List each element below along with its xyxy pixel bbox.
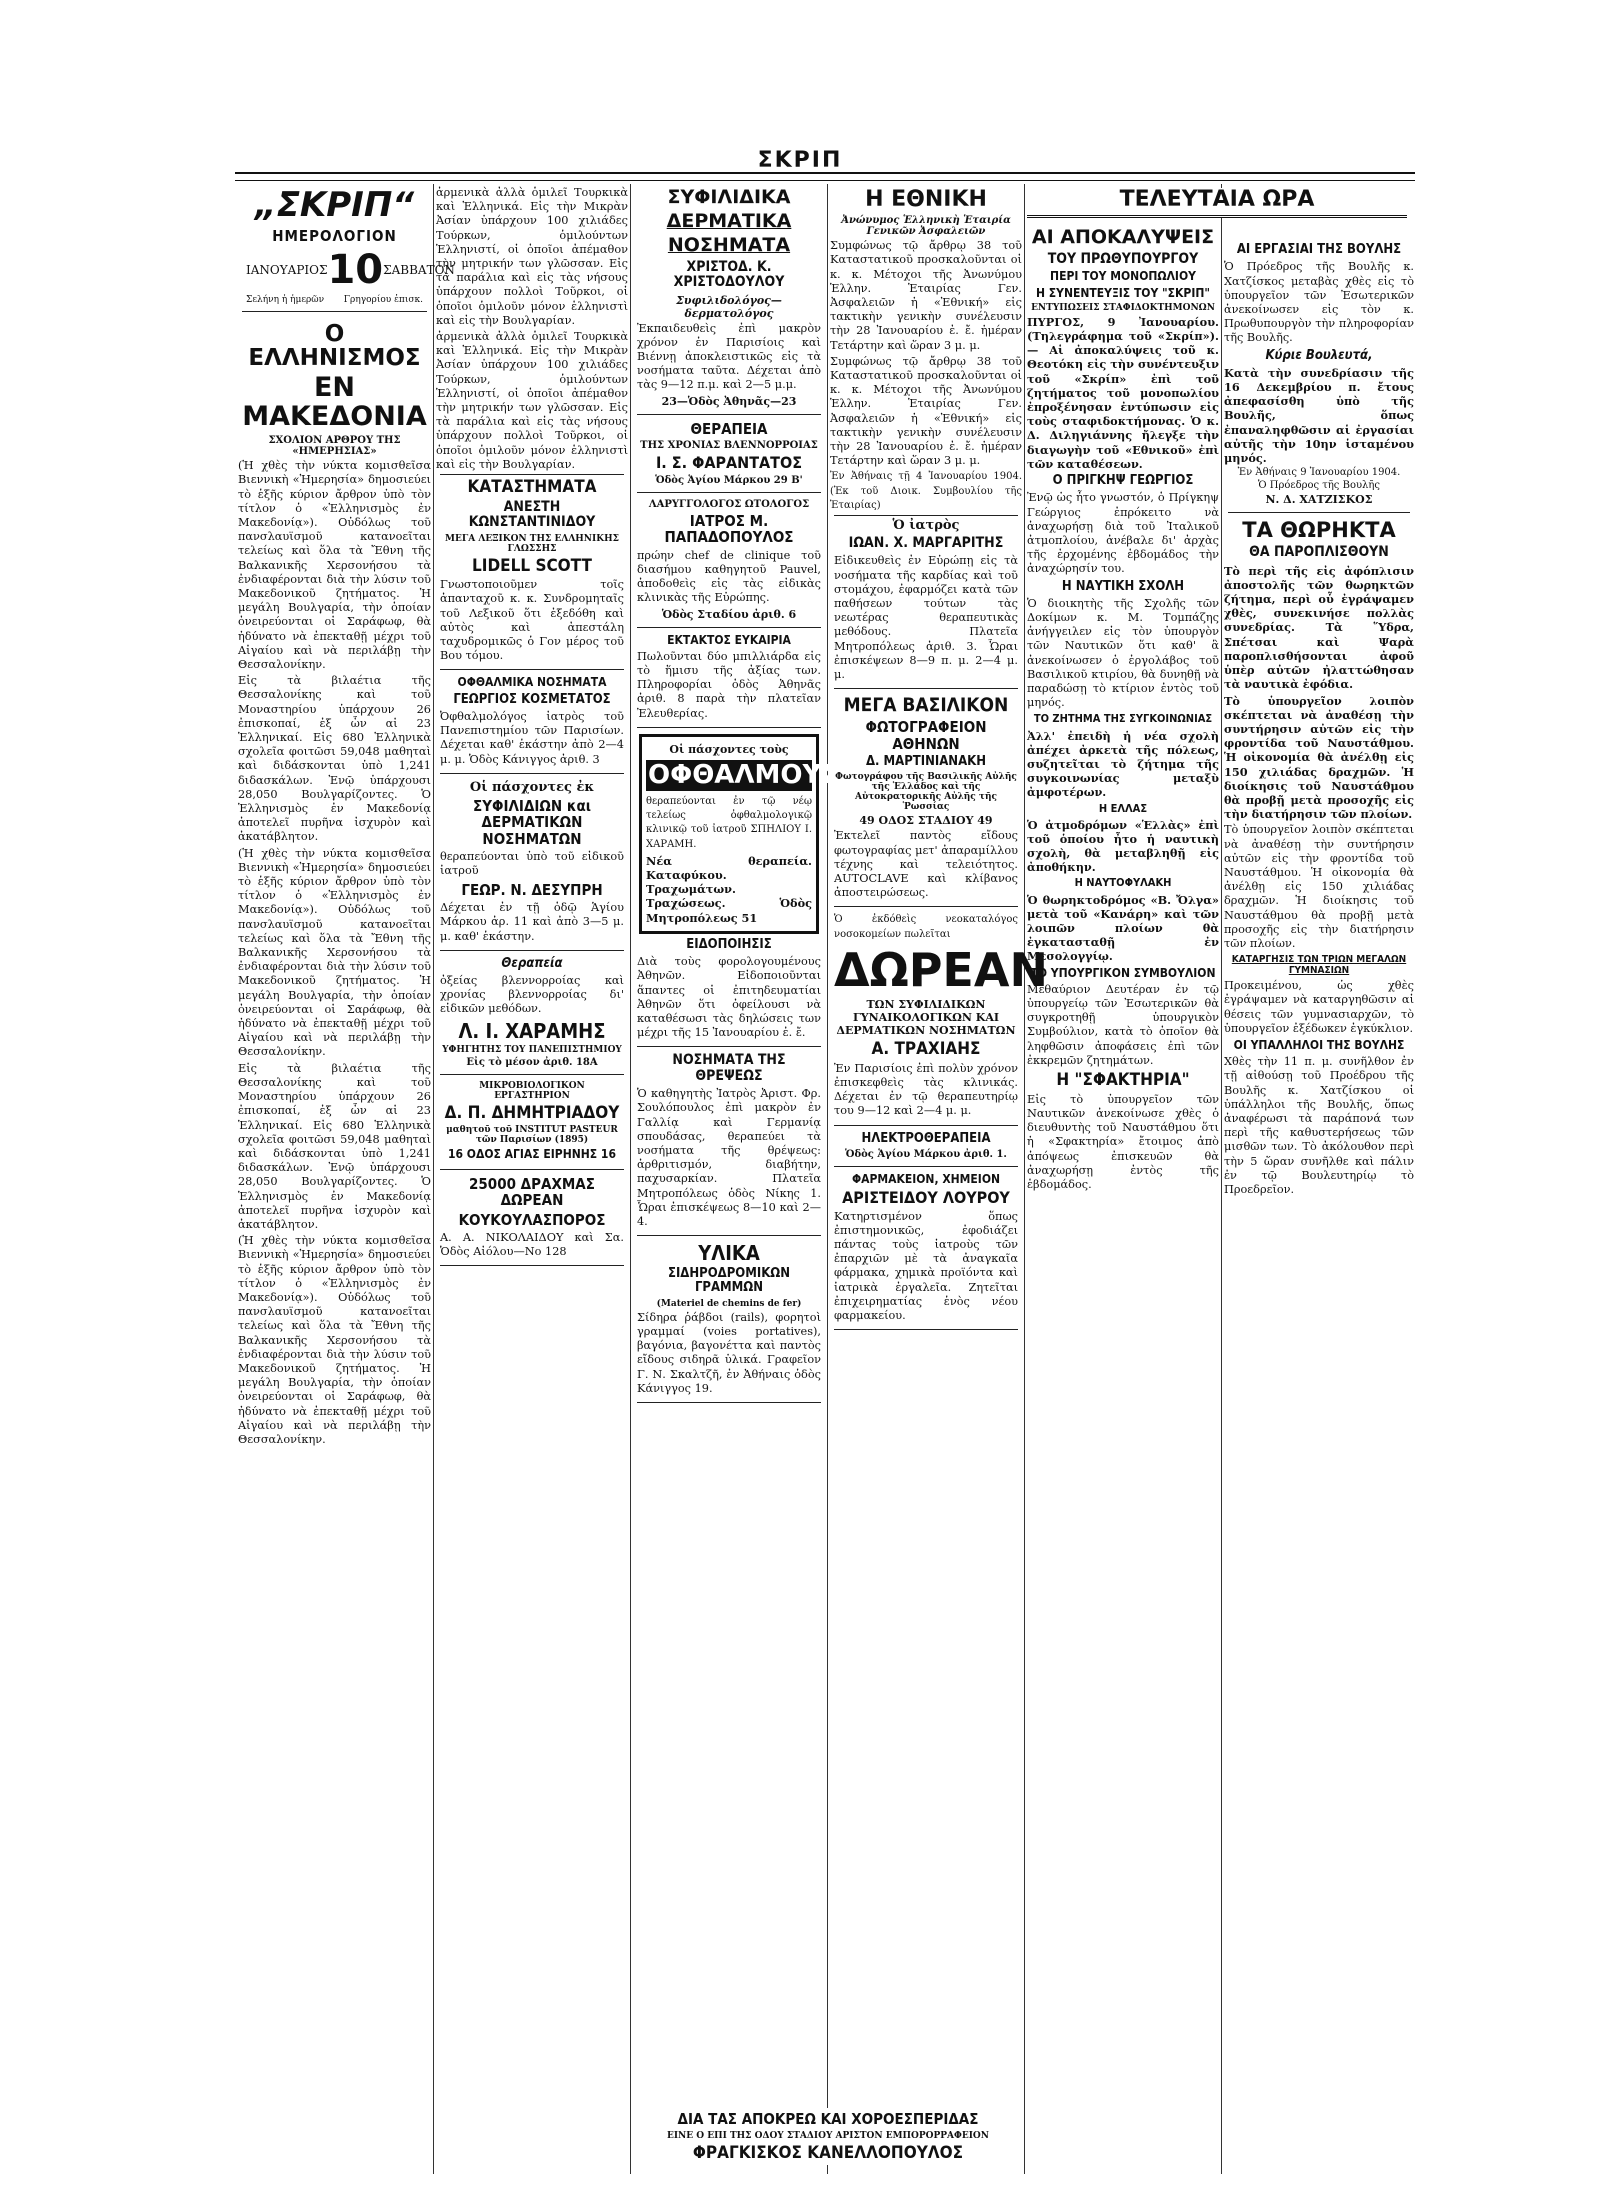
headline: Η ΣΥΝΕΝΤΕΥΞΙΣ ΤΟΥ "ΣΚΡΙΠ" xyxy=(1035,285,1211,300)
article-body: Ἐνῷ ὡς ἦτο γνωστόν, ὁ Πρίγκηψ Γεώργιος ἐπρόκειτο νὰ ἀναχωρήσῃ διὰ τοῦ Ἰταλικοῦ ἀτμοπλοίου, ἀνέβαλε δι' ἀρχὰς τῆς ἐρχομένης ἑβδομάδος τὴν ἀναχώρησίν του. xyxy=(1027,491,1219,576)
ad-title: ΜΙΚΡΟΒΙΟΛΟΓΙΚΟΝ ΕΡΓΑΣΤΗΡΙΟΝ xyxy=(479,1080,585,1101)
ad-title: ΚΑΤΑΣΤΗΜΑΤΑ xyxy=(467,477,597,498)
headline: ΠΕΡΙ ΤΟΥ ΜΟΝΟΠΩΛΙΟΥ xyxy=(1050,269,1196,284)
article-body: Ἀλλ' ἐπειδὴ ἡ νέα σχολὴ ἀπέχει ἀρκετὰ τῆς πόλεως, συζητεῖται τὸ ζήτημα τῆς συγκοινωνίας μεταξὺ ἀμφοτέρων. xyxy=(1027,728,1219,800)
calendar-note: Σελήνη ἡ ἡμερῶν xyxy=(246,295,325,306)
masthead-rule-bottom xyxy=(235,180,1415,181)
article-body: Ὁ θωρηκτοδρόμος «Β. Ὄλγα» μετὰ τοῦ «Κανάρη» καὶ τῶν λοιπῶν πλοίων θὰ ἐγκατασταθῇ ἐν Μεσολογγίῳ. xyxy=(1027,892,1219,964)
ad-body: Γνωστοποιοῦμεν τοῖς ἀπανταχοῦ κ. κ. Συνδρομηταῖς τοῦ Λεξικοῦ ὅτι ἐξεδόθη καὶ αὐτὸς καὶ ἀπεστάλη ταχυδρομικῶς ὁ Γον μέρος τοῦ Βου τόμου. xyxy=(440,578,624,663)
article-body: Τὸ περὶ τῆς εἰς ἀφόπλισιν ἀποστολῆς τῶν θωρηκτῶν ζήτημα, περὶ οὗ ἐγράψαμεν χθὲς, συνεκινήσε πολλὰς συνεδρίας. Τὰ Ὕδρα, Σπέτσαι καὶ Ψαρὰ παροπλισθήσονται ἀφοῦ ὑπὲρ αὐτῶν ἠλαττώθησαν τὰ ναυτικὰ ἐφόδια. xyxy=(1224,563,1414,692)
ad-body: Ἐν Παρισίοις ἐπὶ πολὺν χρόνον ἐπισκεφθεὶς τὰς κλινικάς. Δέχεται ἐν τῷ θεραπευτηρίῳ του 9—12 καὶ 2—4 μ. μ. xyxy=(834,1061,1018,1118)
letter-date: Ἐν Ἀθήναις 9 Ἰανουαρίου 1904. xyxy=(1237,467,1401,479)
ad-title: ΔΩΡΕΑΝ xyxy=(834,942,1048,997)
notice-title: ΕΙΔΟΠΟΙΗΣΙΣ xyxy=(686,936,772,952)
ad-name: Ι. Σ. ΦΑΡΑΝΤΑΤΟΣ xyxy=(655,453,803,473)
ad-pretitle: Ὁ ἰατρὸς xyxy=(892,517,960,533)
ad-address: 49 ΟΔΟΣ ΣΤΑΔΙΟΥ 49 xyxy=(859,814,993,828)
ad-name: Δ. ΜΑΡΤΙΝΙΑΝΑΚΗ xyxy=(865,754,987,770)
ad-body: Ὁ καθηγητὴς Ἰατρὸς Ἀριστ. Φρ. Σουλόπουλος ἐπὶ μακρὸν ἐν Γαλλίᾳ καὶ Γερμανίᾳ σπουδάσας, θεραπεύει τὰ νοσήματα τῆς θρέψεως: ἀρθριτισμόν, διαβήτην, παχυσαρκίαν. Πλατεῖα Μητροπόλεως ὁδὸς Νίκης 1. Ὧραι ἐπισκέψεως 8—10 καὶ 2—4. xyxy=(637,1087,821,1228)
calendar-title: ΗΜΕΡΟΛΟΓΙΟΝ xyxy=(272,226,397,245)
calendar-weekday: ΣΑΒΒΑΤΟΝ xyxy=(383,263,455,278)
ad-name: Δ. Π. ΔΗΜΗΤΡΙΑΔΟΥ xyxy=(444,1102,620,1123)
ad-address: Ὁδὸς Ἁγίου Μάρκου 29 Β' xyxy=(655,474,803,486)
ad-body: Σίδηρα ῥάβδοι (rails), φορητοὶ γραμμαί (voies portatives), βαγόνια, βαγονέττα καὶ παντὸς εἴδους σιδηρᾶ ὑλικά. Γραφεῖον Γ. Ν. Σκαλτζῆ, ἐν Ἀθήναις ὁδὸς Κάνιγγος 19. xyxy=(637,1310,821,1395)
ad-subtitle: ΤΗΣ ΧΡΟΝΙΑΣ ΒΛΕΝΝΟΡΡΟΙΑΣ xyxy=(640,440,818,452)
article-body: Ὁ Πρόεδρος τῆς Βουλῆς κ. Χατζίσκος μεταβὰς χθὲς εἰς τὸ ὑπουργεῖον τῶν Ἐσωτερικῶν ἀνεκοίνωσεν εἰς τὸν κ. Πρωθυπουργὸν τὴν πληροφορίαν τῆς Βουλῆς. xyxy=(1224,260,1414,345)
ad-title: ΟΦΘΑΛΜΙΚΑ ΝΟΣΗΜΑΤΑ xyxy=(457,675,607,690)
ad-name: ΙΑΤΡΟΣ Μ. ΠΑΠΑΔΟΠΟΥΛΟΣ xyxy=(664,511,794,547)
ad-therapy-chronic xyxy=(637,421,821,493)
headline: Η ΝΑΥΤΙΚΗ ΣΧΟΛΗ xyxy=(1061,578,1185,594)
headline-macedonia: ΕΝ ΜΑΚΕΔΟΝΙΑ xyxy=(242,372,427,432)
column-5 xyxy=(1027,184,1315,2174)
subheadline: ΕΝΤΥΠΩΣΕΙΣ ΣΤΑΦΙΔΟΚΤΗΜΟΝΩΝ xyxy=(1031,302,1215,313)
ad-pretitle: Ὁ ἐκδόθεὶς νεοκαταλόγος νοσοκομείων πωλεῖται xyxy=(834,914,1018,940)
article-body: ἀρμενικὰ ἀλλὰ ὁμιλεῖ Τουρκικὰ καὶ Ἑλληνικά. Εἰς τὴν Μικρὰν Ἀσίαν ὑπάρχουν 100 χιλιάδες Τούρκων, ὁμιλούντων Ἑλληνιστί, οἱ ὁποῖοι ἀπέμαθον τὴν μητρικήν των γλῶσσαν. Εἰς τὰ παράλια καὶ εἰς τὰς νήσους ὑπάρχουν πολλοὶ Τοῦρκοι, οἱ ὁποῖοι ὁμιλοῦν μόνον ἑλληνιστὶ καὶ εἰς τὴν Βουλγαρίαν. xyxy=(436,186,628,327)
ad-body: πρώην chef de clinique τοῦ διασήμου καθηγητοῦ Pauvel, ἀποδοθεὶς εἰς τὰς εἰδικὰς κλινικὰς τῆς Εὐρώπης. xyxy=(637,548,821,605)
ad-subtitle: Συφιλιδολόγος—δερματολόγος xyxy=(676,293,782,320)
headline: Η ΕΛΛΑΣ xyxy=(1098,801,1148,815)
ad-name: ΓΕΩΡΓΙΟΣ ΚΟΣΜΕΤΑΤΟΣ xyxy=(453,691,611,707)
article-body: ἀρμενικὰ ἀλλὰ ὁμιλεῖ Τουρκικὰ καὶ Ἑλληνικά. Εἰς τὴν Μικρὰν Ἀσίαν ὑπάρχουν 100 χιλιάδες Τούρκων, ὁμιλούντων Ἑλληνιστί, οἱ ὁποῖοι ἀπέμαθον τὴν μητρικήν των γλῶσσαν. Εἰς τὰ παράλια καὶ εἰς τὰς νήσους ὑπάρχουν πολλοὶ Τοῦρκοι, οἱ ὁποῖοι ὁμιλοῦν μόνον ἑλληνιστὶ καὶ εἰς τὴν Βουλγαρίαν. xyxy=(436,330,628,471)
banner-text: ΔΙΑ ΤΑΣ ΑΠΟΚΡΕΩ ΚΑΙ ΧΟΡΟΕΣΠΕΡΙΔΑΣ xyxy=(677,2110,979,2128)
section-divider xyxy=(1228,508,1410,513)
calendar-notes xyxy=(246,295,423,305)
masthead-rule-top xyxy=(235,172,1415,174)
ad-name: Λ. Ι. ΧΑΡΑΜΗΣ xyxy=(458,1018,606,1043)
headline: ΤΟ ΖΗΤΗΜΑ ΤΗΣ ΣΥΓΚΟΙΝΩΝΙΑΣ xyxy=(1033,712,1213,726)
ad-electrotherapy xyxy=(834,1132,1018,1167)
headline: ΟΙ ΥΠΑΛΛΗΛΟΙ ΤΗΣ ΒΟΥΛΗΣ xyxy=(1233,1037,1405,1052)
headline: ΤΟΥ ΠΡΩΘΥΠΟΥΡΓΟΥ xyxy=(1047,251,1199,268)
ad-eyes xyxy=(639,734,840,934)
column-4 xyxy=(830,184,1048,2104)
masthead-title: ΣΚΡΙΠ xyxy=(757,148,843,173)
column-divider xyxy=(1221,184,1222,2174)
ad-therapy xyxy=(440,957,624,1075)
ad-title: ΣΙΔΗΡΟΔΡΟΜΙΚΩΝ ΓΡΑΜΜΩΝ xyxy=(667,1266,791,1296)
ad-name: ΧΡΙΣΤΟΔ. Κ. ΧΡΙΣΤΟΔΟΥΛΟΥ xyxy=(673,258,785,291)
calendar-month: ΙΑΝΟΥΑΡΙΟΣ xyxy=(246,263,328,278)
column-divider xyxy=(827,184,828,2174)
ad-subtitle: ΤΩΝ ΣΥΦΙΛΙΔΙΚΩΝ ΓΥΝΑΙΚΟΛΟΓΙΚΩΝ ΚΑΙ ΔΕΡΜΑΤΙΚΩΝ ΝΟΣΗΜΑΤΩΝ xyxy=(836,998,1016,1038)
masthead xyxy=(0,148,1600,173)
headline: ΘΑ ΠΑΡΟΠΛΙΣΘΟΥΝ xyxy=(1249,544,1389,561)
article-body: Εἰς τὰ βιλαέτια τῆς Θεσσαλονίκης καὶ τοῦ Μοναστηρίου ὑπάρχουν 26 ἐπισκοπαί, ἐξ ὧν αἱ 23 Ἑλληνικαί. Εἰς 680 Ἑλληνικὰ σχολεῖα φοιτῶσι 59,048 μαθηταὶ καὶ διδάσκονται ὑπὸ 1,241 διδασκάλων. Ἐνῷ ὑπάρχουσι 28,050 Βουλγαρίζοντες. Ὁ Ἑλληνισμὸς ἐν Μακεδονίᾳ ἀποτελεῖ πυρῆνα ἰσχυρὸν καὶ ἀκατάβλητον. xyxy=(238,674,431,844)
ad-title: ΥΛΙΚΑ xyxy=(698,1241,760,1266)
column-divider xyxy=(433,184,434,2174)
ad-title: 25000 ΔΡΑΧΜΑΣ ΔΩΡΕΑΝ xyxy=(469,1174,595,1210)
breaking-title: ΤΕΛΕΥΤΑΙΑ ΩΡΑ xyxy=(1027,188,1407,218)
headline: ΤΑ ΘΩΡΗΚΤΑ xyxy=(1242,518,1396,543)
ad-title: ΝΟΣΗΜΑΤΑ xyxy=(667,233,791,256)
article-body: Εἰς τὰ βιλαέτια τῆς Θεσσαλονίκης καὶ τοῦ Μοναστηρίου ὑπάρχουν 26 ἐπισκοπαί, ἐξ ὧν αἱ 23 Ἑλληνικαί. Εἰς 680 Ἑλληνικὰ σχολεῖα φοιτῶσι 59,048 μαθηταὶ καὶ διδάσκονται ὑπὸ 1,241 διδασκάλων. Ἐνῷ ὑπάρχουσι 28,050 Βουλγαρίζοντες. Ὁ Ἑλληνισμὸς ἐν Μακεδονίᾳ ἀποτελεῖ πυρῆνα ἰσχυρὸν καὶ ἀκατάβλητον. xyxy=(238,1061,431,1231)
banner-subtext: ΕΙΝΕ Ο ΕΠΙ ΤΗΣ ΟΔΟΥ ΣΤΑΔΙΟΥ ΑΡΙΣΤΟΝ ΕΜΠΟΡΟΡΡΑΦΕΙΟΝ xyxy=(666,2130,989,2141)
headline: ΑΙ ΕΡΓΑΣΙΑΙ ΤΗΣ ΒΟΥΛΗΣ xyxy=(1236,242,1402,257)
ad-title: ΟΦΘΑΛΜΟΥΣ xyxy=(648,759,840,790)
headline: ΚΑΤΑΡΓΗΣΙΣ ΤΩΝ ΤΡΙΩΝ ΜΕΓΑΛΩΝ ΓΥΜΝΑΣΙΩΝ xyxy=(1231,954,1407,977)
ad-body: Νέα θεραπεία. Καταφύκου. Τραχωμάτων. Τραχώσεως. Ὁδὸς Μητροπόλεως 51 xyxy=(646,853,812,925)
ad-photography xyxy=(834,695,1018,907)
ad-address: Ὁδὸς Ἁγίου Μάρκου ἀριθ. 1. xyxy=(845,1148,1007,1160)
ad-body: ὀξείας βλεννορροίας καὶ χρονίας βλεννορροίας δι' εἰδικῶν μεθόδων. xyxy=(440,974,624,1016)
ad-body: Ἐκτελεῖ παντὸς εἴδους φωτογραφίας μετ' ἀπαραμίλλου τέχνης καὶ τελειότητος. AUTOCLAVE καὶ κλίβανος ἀποστειρώσεως. xyxy=(834,829,1018,900)
ad-title: ΦΩΤΟΓΡΑΦΕΙΟΝ ΑΘΗΝΩΝ xyxy=(865,718,987,753)
ad-address: 23—Ὁδὸς Ἀθηνᾶς—23 xyxy=(661,394,797,408)
ad-body: θεραπεύονται ὑπὸ τοῦ εἰδικοῦ ἰατροῦ xyxy=(440,850,624,878)
article-body: Τὸ ὑπουργεῖον λοιπὸν σκέπτεται νὰ ἀναθέσῃ τὴν συντήρησιν αὐτῶν εἰς τὴν φροντίδα τοῦ Ναυστάθμου. Ἡ οἰκονομία θὰ ἀνέλθῃ εἰς 150 χιλιάδας δραχμῶν. Ἡ διοίκησις τοῦ Ναυστάθμου θὰ προβῇ μετὰ προσοχῆς εἰς τὴν διατήρησιν τῶν πλοίων. xyxy=(1224,823,1414,950)
article-body: (Ἡ χθὲς τὴν νύκτα κομισθεῖσα Βιεννικὴ «Ἡμερησία» δημοσιεύει τὸ ἑξῆς κύριον ἄρθρον ὑπὸ τὸν τίτλον ὁ «Ἑλληνισμὸς ἐν Μακεδονίᾳ»). Οὐδόλως τοῦ πανσλαυϊσμοῦ κατανοεῖται τελείως καὶ ὅλα τὰ Ἔθνη τῆς Βαλκανικῆς Χερσονήσου τὰ ἐνδιαφέρονται διὰ τὴν λύσιν τοῦ Μακεδονικοῦ ζητήματος. Ἡ μεγάλη Βουλγαρία, τὴν ὁποίαν ὀνειρεύονται οἱ Σαράφωφ, θὰ ἠδύνατο νὰ ἐπεκταθῇ μέχρι τοῦ Αἰγαίου καὶ νὰ περιλάβῃ τὴν Θεσσαλονίκην. xyxy=(238,459,431,671)
ad-body: Πωλοῦνται δύο μπιλλιάρδα εἰς τὸ ἥμισυ τῆς ἀξίας των. Πληροφορίαι ὁδὸς Ἀθηνᾶς ἀριθ. 8 παρὰ τὴν πλατεῖαν Ἐλευθερίας. xyxy=(637,649,821,720)
ad-name: ΑΡΙΣΤΕΙΔΟΥ ΛΟΥΡΟΥ xyxy=(842,1188,1010,1208)
ad-name: ΓΕΩΡ. Ν. ΔΕΣΥΠΡΗ xyxy=(461,880,603,899)
letter-signatory: Ν. Δ. ΧΑΤΖΙΣΚΟΣ xyxy=(1265,493,1373,507)
calendar-row xyxy=(246,247,455,294)
headline: Η "ΣΦΑΚΤΗΡΙΑ" xyxy=(1056,1070,1190,1090)
ad-title: ΦΑΡΜΑΚΕΙΟΝ, ΧΗΜΕΙΟΝ xyxy=(851,1171,1001,1186)
ad-address: 16 ΟΔΟΣ ΑΓΙΑΣ ΕΙΡΗΝΗΣ 16 xyxy=(448,1147,616,1162)
article-body: (Ἡ χθὲς τὴν νύκτα κομισθεῖσα Βιεννικὴ «Ἡμερησία» δημοσιεύει τὸ ἑξῆς κύριον ἄρθρον ὑπὸ τὸν τίτλον ὁ «Ἑλληνισμὸς ἐν Μακεδονίᾳ»). Οὐδόλως τοῦ πανσλαυϊσμοῦ κατανοεῖται τελείως καὶ ὅλα τὰ Ἔθνη τῆς Βαλκανικῆς Χερσονήσου τὰ ἐνδιαφέρονται διὰ τὴν λύσιν τοῦ Μακεδονικοῦ ζητήματος. Ἡ μεγάλη Βουλγαρία, τὴν ὁποίαν ὀνειρεύονται οἱ Σαράφωφ, θὰ ἠδύνατο νὰ ἐπεκταθῇ μέχρι τοῦ Αἰγαίου καὶ νὰ περιλάβῃ τὴν Θεσσαλονίκην. xyxy=(238,846,431,1059)
ad-body: θεραπεύονται ἐν τῷ νέῳ τελείως ὀφθαλμολογικῷ κλινικῷ τοῦ ἰατροῦ ΣΠΗΛΙΟΥ Ι. ΧΑΡΑΜΗ. xyxy=(646,796,812,850)
article-body: Εἰς τὸ ὑπουργεῖον τῶν Ναυτικῶν ἀνεκοίνωσε χθὲς ὁ διευθυντὴς τοῦ Ναυστάθμου ὅτι ἡ «Σφακτηρία» ἔτοιμος ἀπὸ ἀπόψεως ἐπισκευῶν θὰ ἀναχωρήσῃ ἐντὸς τῆς ἑβδομάδος. xyxy=(1027,1092,1219,1191)
ad-address: Ὁδὸς Σταδίου ἀριθ. 6 xyxy=(661,607,797,621)
ad-microbiology xyxy=(440,1081,624,1170)
headline: Η ΝΑΥΤΟΦΥΛΑΚΗ xyxy=(1074,876,1172,890)
ad-body: Κατηρτισμένον ὅπως ἐπιστημονικῶς, ἐφοδιάζει πάντας τοὺς ἰατροὺς τῶν ἐπαρχιῶν μὲ τὰ ἀναγκαῖα φάρμακα, χημικὰ προϊόντα καὶ ἰατρικὰ ἐργαλεῖα. Ζητεῖται ἐπιχειρηματίας ἑνὸς νέου φαρμακείου. xyxy=(834,1209,1018,1323)
article-body: Τὸ ὑπουργεῖον λοιπὸν σκέπτεται νὰ ἀναθέσῃ τὴν συντήρησιν αὐτῶν εἰς τὴν φροντίδα τοῦ Ναυστάθμου. Ἡ οἰκονομία θὰ ἀνέλθῃ εἰς 150 χιλιάδας δραχμῶν. Ἡ διοίκησις τοῦ Ναυστάθμου θὰ προβῇ μετὰ προσοχῆς εἰς τὴν διατήρησιν τῶν πλοίων. xyxy=(1224,693,1414,822)
ad-opportunity xyxy=(637,634,821,728)
article-body: Ὁ ἀτμοδρόμων «Ἑλλὰς» ἐπὶ τοῦ ὁποίου ἦτο ἡ ναυτικὴ σχολὴ, θὰ μεταβληθῇ εἰς ἀποθήκην. xyxy=(1027,817,1219,875)
ad-title: ΗΛΕΚΤΡΟΘΕΡΑΠΕΙΑ xyxy=(861,1130,991,1146)
article-body: ΠΥΡΓΟΣ, 9 Ἰανουαρίου. (Τηλεγράφημα τοῦ «Σκρίπ»). — Αἱ ἀποκαλύψεις τοῦ κ. Θεοτόκη εἰς τὴν συνέντευξιν τοῦ «Σκρίπ» ἐπὶ τοῦ ζητήματος τοῦ μονοπωλίου ἐπροξένησαν ἐντύπωσιν εἰς τοὺς σταφιδοκτήμονας. Ὁ κ. Δ. Διληγιάννης ἤλεγξε τὴν διαγωγὴν τοῦ «Εθνικοῦ» ἐπὶ τῶν καταθέσεων. xyxy=(1027,314,1219,471)
article-body: Συμφώνως τῷ ἄρθρῳ 38 τοῦ Καταστατικοῦ προσκαλοῦνται οἱ κ. κ. Μέτοχοι τῆς Ἀνωνύμου Ἑλλην. Ἑταιρίας Γεν. Ἀσφαλειῶν ἡ «Ἐθνική» εἰς τακτικὴν γενικὴν συνέλευσιν τὴν 28 Ἰανουαρίου ἐ. ἔ. ἡμέραν Τετάρτην καὶ ὥραν 3 μ. μ. xyxy=(830,354,1022,468)
ad-title: ΣΥΦΙΛΙΔΙΚΑ xyxy=(667,186,791,208)
ad-title: ΕΚΤΑΚΤΟΣ ΕΥΚΑΙΡΙΑ xyxy=(667,632,791,647)
ad-body: Ἐκπαιδευθεὶς ἐπὶ μακρὸν χρόνον ἐν Παρισίοις καὶ Βιέννῃ ἀποκλειστικῶς εἰς τὰ νοσήματα ταῦτα. Δέχεται ἀπὸ τὰς 9—12 π.μ. καὶ 2—5 μ.μ. xyxy=(637,321,821,392)
ad-railway xyxy=(637,1242,821,1403)
ad-subtitle: (Materiel de chemins de fer) xyxy=(656,1298,802,1309)
ad-brand: LIDELL SCOTT xyxy=(472,555,592,576)
ad-address: Εἰς τὸ μέσον ἀριθ. 18Α xyxy=(466,1056,598,1068)
article-body: Κατὰ τὴν συνεδρίασιν τῆς 16 Δεκεμβρίου π. ἔτους ἀπεφασίσθη ὑπὸ τῆς Βουλῆς, ὅπως ἐπαναληφθῶσιν αἱ ἐργασίαι αὐτῆς τὴν 10ην ἱσταμένου μηνός. xyxy=(1224,365,1414,466)
newspaper-logo: „ΣΚΡΙΠ“ xyxy=(254,185,415,225)
ad-subtitle: ΜΕΓΑ ΛΕΞΙΚΟΝ ΤΗΣ ΕΛΛΗΝΙΚΗΣ ΓΛΩΣΣΗΣ xyxy=(445,533,619,554)
ad-title: ΝΟΣΗΜΑΤΑ ΤΗΣ ΘΡΕΨΕΩΣ xyxy=(672,1052,786,1084)
ad-pharmacy xyxy=(834,1173,1018,1330)
ad-cardiology xyxy=(834,515,1018,689)
ad-syphilis xyxy=(440,780,624,951)
ad-title: ΣΥΦΙΛΙΔΙΩΝ και ΔΕΡΜΑΤΙΚΩΝ ΝΟΣΗΜΑΤΩΝ xyxy=(473,796,591,848)
article-body: Προκειμένου, ὡς χθὲς ἐγράψαμεν νὰ καταργηθῶσιν αἱ θέσεις τῶν γυμνασιαρχῶν, τὸ ὑπουργεῖον ἐξέδωκεν ἐγκύκλιον. xyxy=(1224,979,1414,1035)
ad-title: ΘΕΡΑΠΕΙΑ xyxy=(690,419,768,438)
calendar-note-right: Γρηγορίου ἐπισκ. xyxy=(343,295,423,306)
column-1 xyxy=(238,184,455,2174)
headline: Ο ΠΡΙΓΚΗΨ ΓΕΩΡΓΙΟΣ xyxy=(1052,473,1194,489)
bottom-banner xyxy=(633,2108,1023,2165)
article-body: Ὁ διοικητὴς τῆς Σχολῆς τῶν Δοκίμων κ. Μ. Τομπάζης ἀνήγγειλεν εἰς τὸν ὑπουργὸν τῶν Ναυτικῶν ὅτι καθ' ἃ ἀνεκοίνωσεν ὁ ἐργολάβος τοῦ Βασιλικοῦ κτιρίου, θὰ δυνηθῇ νὰ παραδώσῃ τὸ κτίριον ἐντὸς τοῦ μηνός. xyxy=(1027,596,1219,710)
ad-body: Ὀφθαλμολόγος ἰατρὸς τοῦ Πανεπιστημίου τῶν Παρισίων. Δέχεται καθ' ἑκάστην ἀπὸ 2—4 μ. μ. Ὁδὸς Κάνιγγος ἀριθ. 3 xyxy=(440,709,624,766)
ad-title: ΔΕΡΜΑΤΙΚΑ xyxy=(666,209,792,232)
ad-ophthalmology xyxy=(440,676,624,773)
ad-title: ΛΑΡΥΓΓΟΛΟΓΟΣ ΩΤΟΛΟΓΟΣ xyxy=(648,498,810,510)
ad-name: ΚΟΥΚΟΥΛΑΣΠΟΡΟΣ xyxy=(458,1210,606,1229)
article-body: Συμφώνως τῷ ἄρθρῳ 38 τοῦ Καταστατικοῦ προσκαλοῦνται οἱ κ. κ. Μέτοχοι τῆς Ἀνωνύμου Ἑλλην. Ἑταιρίας Γεν. Ἀσφαλειῶν ἡ «Ἐθνική» εἰς τακτικὴν γενικὴν συνέλευσιν τὴν 28 Ἰανουαρίου ἐ. ἔ. ἡμέραν Τετάρτην καὶ ὥραν 3 μ. μ. xyxy=(830,239,1022,352)
ad-lottery xyxy=(440,1176,624,1267)
column-2 xyxy=(436,184,628,2174)
banner-name: ΦΡΑΓΚΙΣΚΟΣ ΚΑΝΕΛΛΟΠΟΥΛΟΣ xyxy=(692,2142,964,2163)
headline: ΑΙ ΑΠΟΚΑΛΥΨΕΙΣ xyxy=(1031,226,1215,249)
column-divider xyxy=(630,184,631,2174)
notice xyxy=(637,938,821,1048)
letter-salutation: Κύριε Βουλευτά, xyxy=(1265,347,1373,363)
ad-bookstore xyxy=(440,474,624,670)
ad-dermatology xyxy=(637,188,821,415)
calendar-box xyxy=(242,226,455,313)
ad-laryngology xyxy=(637,499,821,628)
headline-hellenism: Ο ΕΛΛΗΝΙΣΜΟΣ xyxy=(248,321,421,372)
ad-body: Α. Α. ΝΙΚΟΛΑΙΔΟΥ καὶ Σα. Ὁδὸς Αἰόλου—Νο 128 xyxy=(440,1231,624,1259)
section-title: Η ΕΘΝΙΚΗ xyxy=(865,187,987,212)
ad-name: Α. ΤΡΑΧΙΑΗΣ xyxy=(871,1039,981,1060)
notice-body: Διὰ τοὺς φορολογουμένους Ἀθηνῶν. Εἰδοποιοῦνται ἅπαντες οἱ ἐπιτηδευματίαι Ἀθηνῶν ὅτι ὀφείλουσι νὰ καταθέσωσι τὰς δηλώσεις των μέχρι τῆς 15 Ἰανουαρίου ἐ. ἔ. xyxy=(637,955,821,1040)
letter-signatory-title: Ὁ Πρόεδρος τῆς Βουλῆς xyxy=(1258,480,1380,492)
column-6 xyxy=(1224,240,1414,2174)
ad-subtitle: ΥΦΗΓΗΤΗΣ ΤΟΥ ΠΑΝΕΠΙΣΤΗΜΙΟΥ xyxy=(442,1044,622,1055)
ad-nutrition xyxy=(637,1053,821,1236)
ad-subtitle: Φωτογράφου τῆς Βασιλικῆς Αὐλῆς τῆς Ἑλλάδος καὶ τῆς Αὐτοκρατορικῆς Αὐλῆς τῆς Ῥωσσίας xyxy=(835,772,1017,813)
article-body: Χθὲς τὴν 11 π. μ. συνῆλθον ἐν τῇ αἰθούσῃ τοῦ Προέδρου τῆς Βουλῆς κ. Χατζίσκου οἱ ὑπάλληλοι τῆς Βουλῆς, ὅπως ἀναφέρωσι τὰ παράπονά των περὶ τῆς καθυστερήσεως τῶν μισθῶν των. Τὸ ἀκόλουθον περὶ τὴν 5 ὥραν συνῆλθε καὶ πάλιν ἐν τῷ Βουλευτηρίῳ τὸ Προεδρεῖον. xyxy=(1224,1055,1414,1196)
ad-pretitle: Οἱ πάσχοντες ἐκ xyxy=(469,779,595,795)
article-body: Ἐν Ἀθήναις τῇ 4 Ἰανουαρίου 1904. (Ἐκ τοῦ Διοικ. Συμβουλίου τῆς Ἑταιρίας) xyxy=(830,471,1022,511)
ad-body: Δέχεται ἐν τῇ ὁδῷ Ἁγίου Μάρκου ἀρ. 11 καὶ ἀπὸ 3—5 μ. μ. καθ' ἑκάστην. xyxy=(440,901,624,943)
section-subtitle: Ἀνώνυμος Ἑλληνικὴ Ἑταιρία Γενικῶν Ἀσφαλειῶν xyxy=(841,215,1011,238)
article-body: Μεθαύριον Δευτέραν ἐν τῷ ὑπουργείῳ τῶν Ἐσωτερικῶν θὰ συγκροτηθῇ ὑπουργικὸν Συμβούλιον, κατὰ τὸ ὁποῖον θὰ ληφθῶσιν ἀποφάσεις ἐπὶ τῶν ἐκκρεμῶν ζητημάτων. xyxy=(1027,982,1219,1067)
ad-subtitle: μαθητοῦ τοῦ INSTITUT PASTEUR τῶν Παρισίων (1895) xyxy=(446,1125,618,1146)
headline: ΤΟ ΥΠΟΥΡΓΙΚΟΝ ΣΥΜΒΟΥΛΙΟΝ xyxy=(1030,965,1216,980)
article-body: (Ἡ χθὲς τὴν νύκτα κομισθεῖσα Βιεννικὴ «Ἡμερησία» δημοσιεύει τὸ ἑξῆς κύριον ἄρθρον ὑπὸ τὸν τίτλον ὁ «Ἑλληνισμὸς ἐν Μακεδονίᾳ»). Οὐδόλως τοῦ πανσλαυϊσμοῦ κατανοεῖται τελείως καὶ ὅλα τὰ Ἔθνη τῆς Βαλκανικῆς Χερσονήσου τὰ ἐνδιαφέρονται διὰ τὴν λύσιν τοῦ Μακεδονικοῦ ζητήματος. Ἡ μεγάλη Βουλγαρία, τὴν ὁποίαν ὀνειρεύονται οἱ Σαράφωφ, θὰ ἠδύνατο νὰ ἐπεκταθῇ μέχρι τοῦ Αἰγαίου καὶ νὰ περιλάβῃ τὴν Θεσσαλονίκην. xyxy=(238,1234,431,1446)
ad-name: ΙΩΑΝ. Χ. ΜΑΡΓΑΡΙΤΗΣ xyxy=(848,534,1004,551)
calendar-day: 10 xyxy=(327,247,384,294)
ad-body: Εἰδικευθεὶς ἐν Εὐρώπῃ εἰς τὰ νοσήματα τῆς καρδίας καὶ τοῦ στομάχου, ἐφαρμόζει κατὰ τῶν παθήσεων τούτων τὰς νεωτέρας θεραπευτικὰς μεθόδους. Πλατεῖα Μητροπόλεως ἀριθ. 3. Ὧραι ἐπισκέψεων 8—9 π. μ. 2—4 μ. μ. xyxy=(834,554,1018,681)
ad-title: ΜΕΓΑ ΒΑΣΙΛΙΚΟΝ xyxy=(843,694,1009,717)
ad-title: Θεραπεία xyxy=(501,955,563,971)
ad-pretitle: Οἱ πάσχοντες τοὺς xyxy=(669,742,789,756)
column-divider xyxy=(1024,184,1025,2174)
subheadline: ΣΧΟΛΙΟΝ ΑΡΘΡΟΥ ΤΗΣ «ΗΜΕΡΗΣΙΑΣ» xyxy=(268,435,401,458)
ad-free xyxy=(834,913,1048,1125)
ad-name: ΑΝΕΣΤΗ ΚΩΝΣΤΑΝΤΙΝΙΔΟΥ xyxy=(468,498,596,531)
